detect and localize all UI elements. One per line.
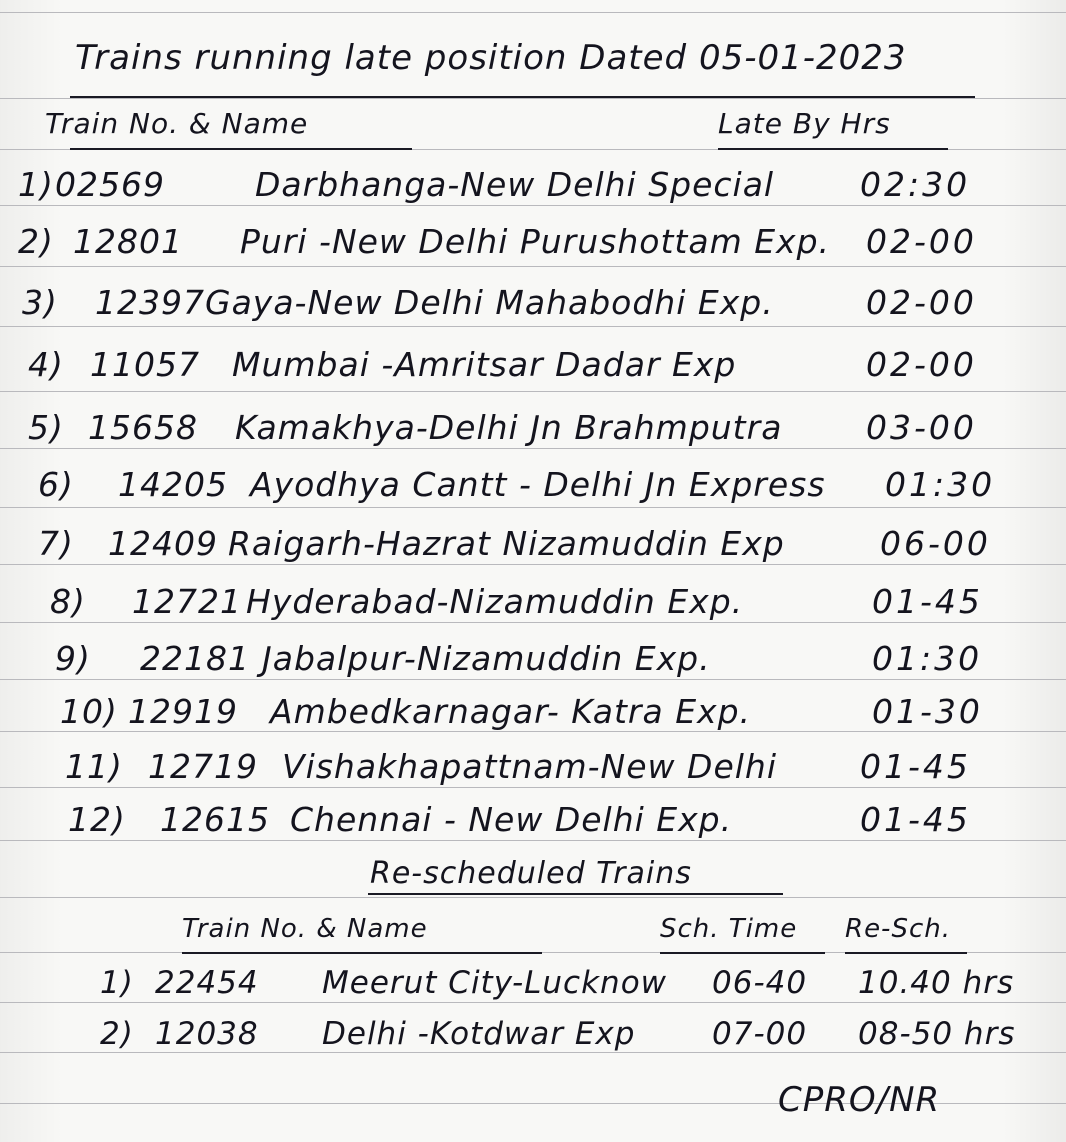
row-index: 7) (38, 524, 74, 563)
train-name: Darbhanga-New Delhi Special (255, 165, 775, 204)
late-by: 02-00 (866, 345, 977, 384)
train-number: 11057 (90, 345, 200, 384)
signature: CPRO/NR (778, 1080, 941, 1120)
rescheduled-train-row (0, 965, 1066, 1013)
late-by: 01-30 (872, 692, 983, 731)
late-by: 01:30 (885, 465, 996, 504)
train-name: Chennai - New Delhi Exp. (290, 800, 733, 839)
column-header-late: Late By Hrs (718, 107, 891, 140)
row-index: 9) (55, 639, 91, 678)
rescheduled-time: 08-50 hrs (858, 1016, 1016, 1052)
train-number: 12397 (95, 283, 205, 322)
column-header-train: Train No. & Name (45, 107, 309, 140)
rescheduled-title-underline (368, 893, 783, 895)
train-number: 14205 (118, 465, 228, 504)
train-name: Kamakhya-Delhi Jn Brahmputra (235, 408, 783, 447)
train-number: 12038 (155, 1016, 259, 1052)
late-by: 06-00 (880, 524, 991, 563)
header-underline (845, 952, 967, 954)
late-train-row (0, 524, 1066, 572)
row-index: 11) (65, 747, 123, 786)
late-by: 02:30 (860, 165, 971, 204)
late-train-row (0, 345, 1066, 393)
late-by: 03-00 (866, 408, 977, 447)
train-number: 22181 (140, 639, 250, 678)
page-title: Trains running late position Dated 05-01-2023 (75, 38, 907, 78)
train-number: 12721 (132, 582, 242, 621)
row-index: 2) (18, 222, 54, 261)
late-train-row (0, 800, 1066, 848)
train-name: Puri -New Delhi Purushottam Exp. (240, 222, 831, 261)
train-name: Hyderabad-Nizamuddin Exp. (246, 582, 744, 621)
row-index: 5) (28, 408, 64, 447)
header-underline (70, 148, 412, 150)
late-train-row (0, 582, 1066, 630)
late-by: 01-45 (860, 800, 971, 839)
train-name: Ambedkarnagar- Katra Exp. (270, 692, 752, 731)
late-by: 01-45 (860, 747, 971, 786)
late-by: 02-00 (866, 222, 977, 261)
late-train-row (0, 408, 1066, 456)
row-index: 8) (50, 582, 86, 621)
train-number: 02569 (55, 165, 165, 204)
row-index: 10) (60, 692, 118, 731)
train-number: 12409 (108, 524, 218, 563)
train-name: Jabalpur-Nizamuddin Exp. (262, 639, 711, 678)
ruled-line (0, 897, 1066, 898)
train-number: 22454 (155, 965, 259, 1001)
title-underline (70, 96, 975, 98)
row-index: 2) (100, 1016, 134, 1052)
train-number: 12719 (148, 747, 258, 786)
row-index: 4) (28, 345, 64, 384)
train-name: Delhi -Kotdwar Exp (322, 1016, 636, 1052)
row-index: 1) (18, 165, 54, 204)
rescheduled-header-resch: Re-Sch. (845, 914, 951, 944)
late-train-row (0, 639, 1066, 687)
header-underline (718, 148, 948, 150)
train-number: 15658 (88, 408, 198, 447)
late-by: 01:30 (872, 639, 983, 678)
rescheduled-train-row (0, 1016, 1066, 1064)
row-index: 6) (38, 465, 74, 504)
late-train-row (0, 165, 1066, 213)
late-train-row (0, 747, 1066, 795)
train-name: Mumbai -Amritsar Dadar Exp (232, 345, 737, 384)
train-name: Vishakhapattnam-New Delhi (282, 747, 777, 786)
row-index: 1) (100, 965, 134, 1001)
rescheduled-title: Re-scheduled Trains (370, 856, 692, 891)
train-name: Raigarh-Hazrat Nizamuddin Exp (228, 524, 785, 563)
ruled-line (0, 12, 1066, 13)
scheduled-time: 06-40 (712, 965, 808, 1001)
row-index: 3) (22, 283, 58, 322)
header-underline (660, 952, 825, 954)
train-number: 12801 (73, 222, 183, 261)
row-index: 12) (68, 800, 126, 839)
scheduled-time: 07-00 (712, 1016, 808, 1052)
rescheduled-header-sch-time: Sch. Time (660, 914, 798, 944)
rescheduled-header-train: Train No. & Name (182, 914, 428, 944)
ruled-line (0, 98, 1066, 99)
late-train-row (0, 692, 1066, 740)
late-train-row (0, 222, 1066, 270)
late-by: 02-00 (866, 283, 977, 322)
rescheduled-time: 10.40 hrs (858, 965, 1015, 1001)
train-name: Ayodhya Cantt - Delhi Jn Express (250, 465, 826, 504)
header-underline (182, 952, 542, 954)
train-name: Meerut City-Lucknow (322, 965, 668, 1001)
train-number: 12615 (160, 800, 270, 839)
train-number: 12919 (128, 692, 238, 731)
late-by: 01-45 (872, 582, 983, 621)
late-train-row (0, 465, 1066, 513)
train-name: Gaya-New Delhi Mahabodhi Exp. (205, 283, 774, 322)
late-train-row (0, 283, 1066, 331)
